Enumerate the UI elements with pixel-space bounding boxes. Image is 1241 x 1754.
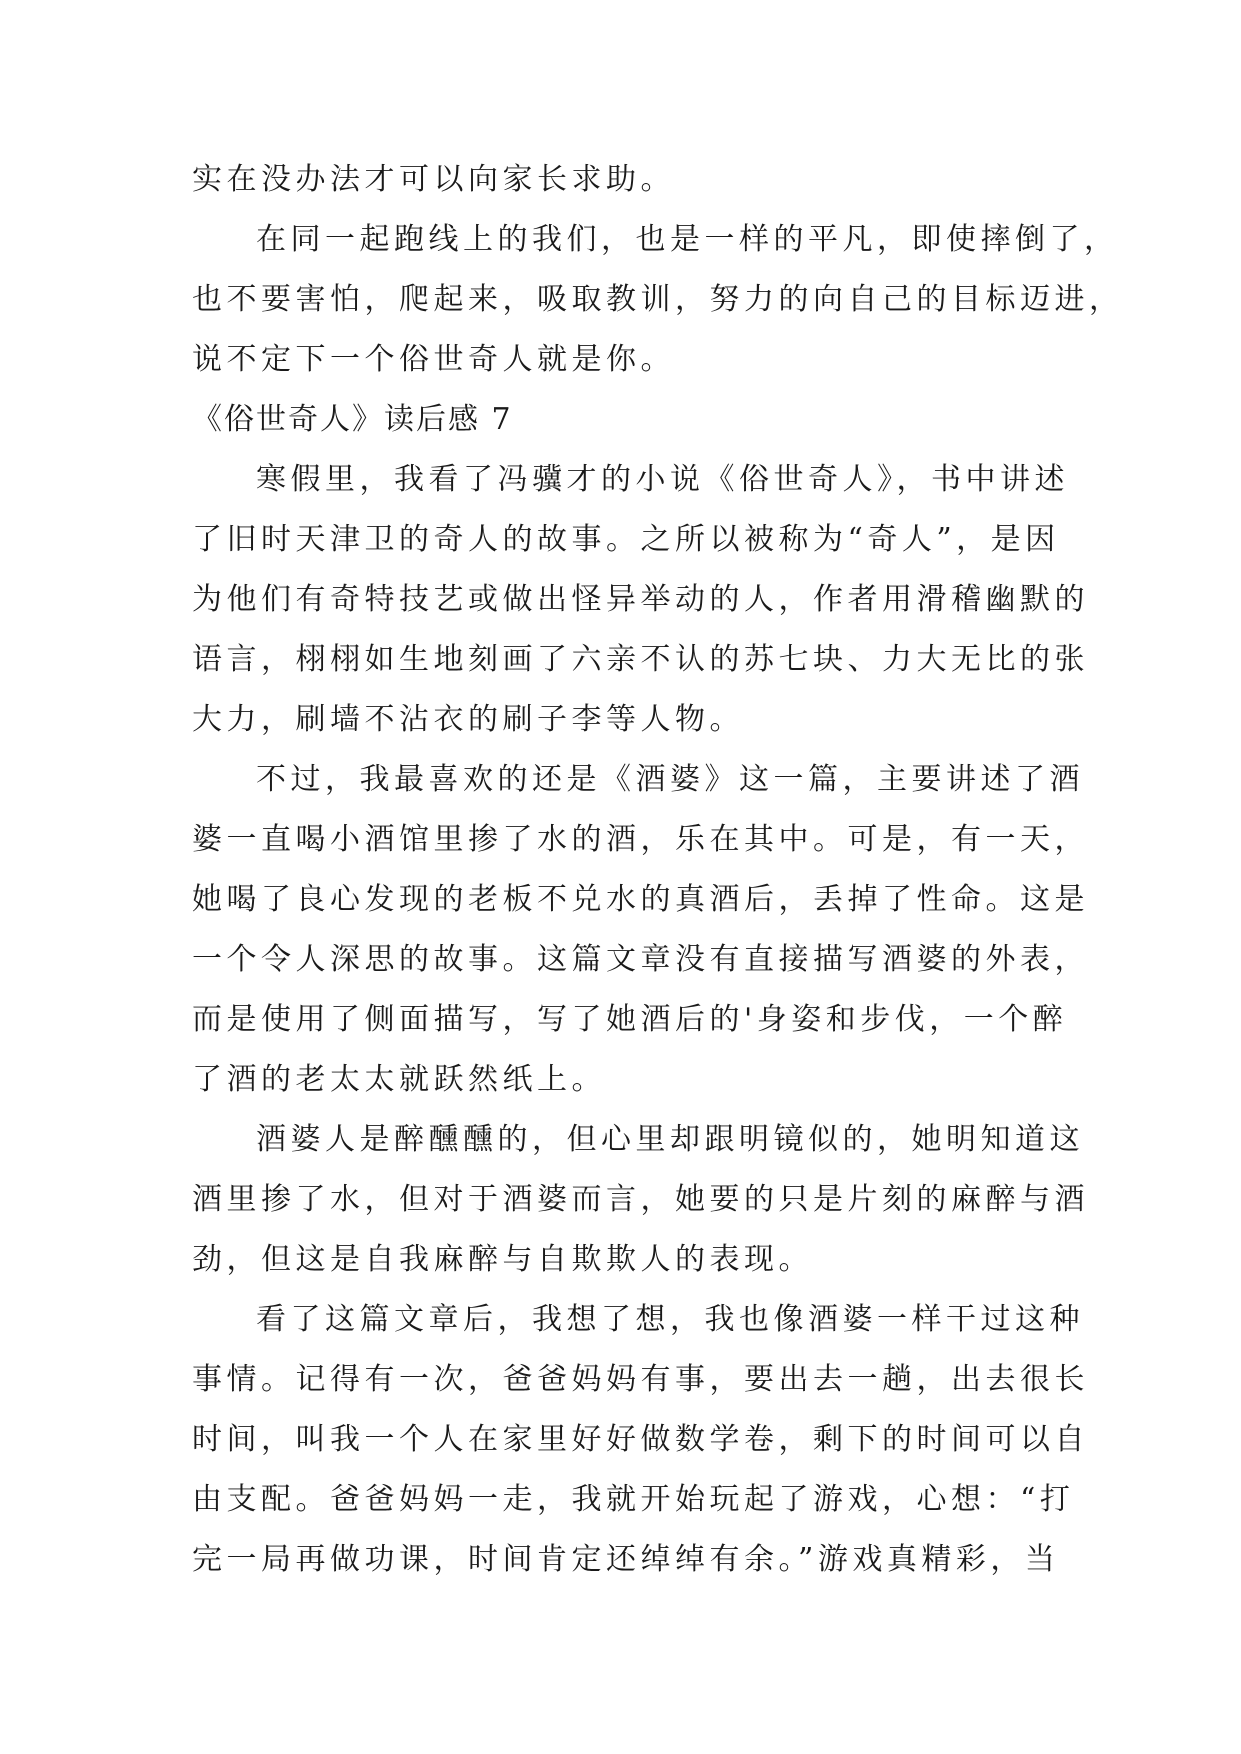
section-title: 《俗世奇人》读后感 7 xyxy=(192,402,513,437)
text-line: 劲，但这是自我麻醉与自欺欺人的表现。 xyxy=(192,1242,813,1277)
paragraph xyxy=(192,450,1089,750)
text-line: 了旧时天津卫的奇人的故事。之所以被称为“奇人”，是因 xyxy=(192,522,1060,557)
paragraph xyxy=(192,1110,1089,1290)
text-line: 而是使用了侧面描写，写了她酒后的'身姿和步伐，一个醉 xyxy=(192,1002,1068,1037)
text-line: 时间，叫我一个人在家里好好做数学卷，剩下的时间可以自 xyxy=(192,1422,1089,1457)
text-line: 一个令人深思的故事。这篇文章没有直接描写酒婆的外表， xyxy=(192,942,1089,977)
text-line: 在同一起跑线上的我们，也是一样的平凡，即使摔倒了， xyxy=(256,222,1119,257)
text-line: 了酒的老太太就跃然纸上。 xyxy=(192,1062,606,1097)
paragraph xyxy=(192,1290,1089,1590)
text-line: 大力，刷墙不沾衣的刷子李等人物。 xyxy=(192,702,744,737)
text-line: 为他们有奇特技艺或做出怪异举动的人，作者用滑稽幽默的 xyxy=(192,582,1089,617)
text-line: 看了这篇文章后，我想了想，我也像酒婆一样干过这种 xyxy=(256,1302,1084,1337)
text-line: 酒婆人是醉醺醺的，但心里却跟明镜似的，她明知道这 xyxy=(256,1122,1084,1157)
paragraph xyxy=(192,210,1124,390)
text-line: 不过，我最喜欢的还是《酒婆》这一篇，主要讲述了酒 xyxy=(256,762,1084,797)
text-line: 实在没办法才可以向家长求助。 xyxy=(192,162,675,197)
paragraph-continuation xyxy=(192,150,1052,210)
text-line: 她喝了良心发现的老板不兑水的真酒后，丢掉了性命。这是 xyxy=(192,882,1089,917)
text-line: 寒假里，我看了冯骥才的小说《俗世奇人》，书中讲述 xyxy=(256,462,1069,497)
document-body xyxy=(192,150,1124,1590)
text-line: 说不定下一个俗世奇人就是你。 xyxy=(192,342,675,377)
text-line: 婆一直喝小酒馆里掺了水的酒，乐在其中。可是，有一天， xyxy=(192,822,1089,857)
text-line: 酒里掺了水，但对于酒婆而言，她要的只是片刻的麻醉与酒 xyxy=(192,1182,1089,1217)
text-line: 由支配。爸爸妈妈一走，我就开始玩起了游戏，心想：“打 xyxy=(192,1482,1075,1517)
text-line: 也不要害怕，爬起来，吸取教训，努力的向自己的目标迈进， xyxy=(192,282,1124,317)
text-line: 语言，栩栩如生地刻画了六亲不认的苏七块、力大无比的张 xyxy=(192,642,1089,677)
paragraph xyxy=(192,750,1089,1110)
text-line: 事情。记得有一次，爸爸妈妈有事，要出去一趟，出去很长 xyxy=(192,1362,1089,1397)
text-line: 完一局再做功课，时间肯定还绰绰有余。”游戏真精彩，当 xyxy=(192,1542,1060,1577)
